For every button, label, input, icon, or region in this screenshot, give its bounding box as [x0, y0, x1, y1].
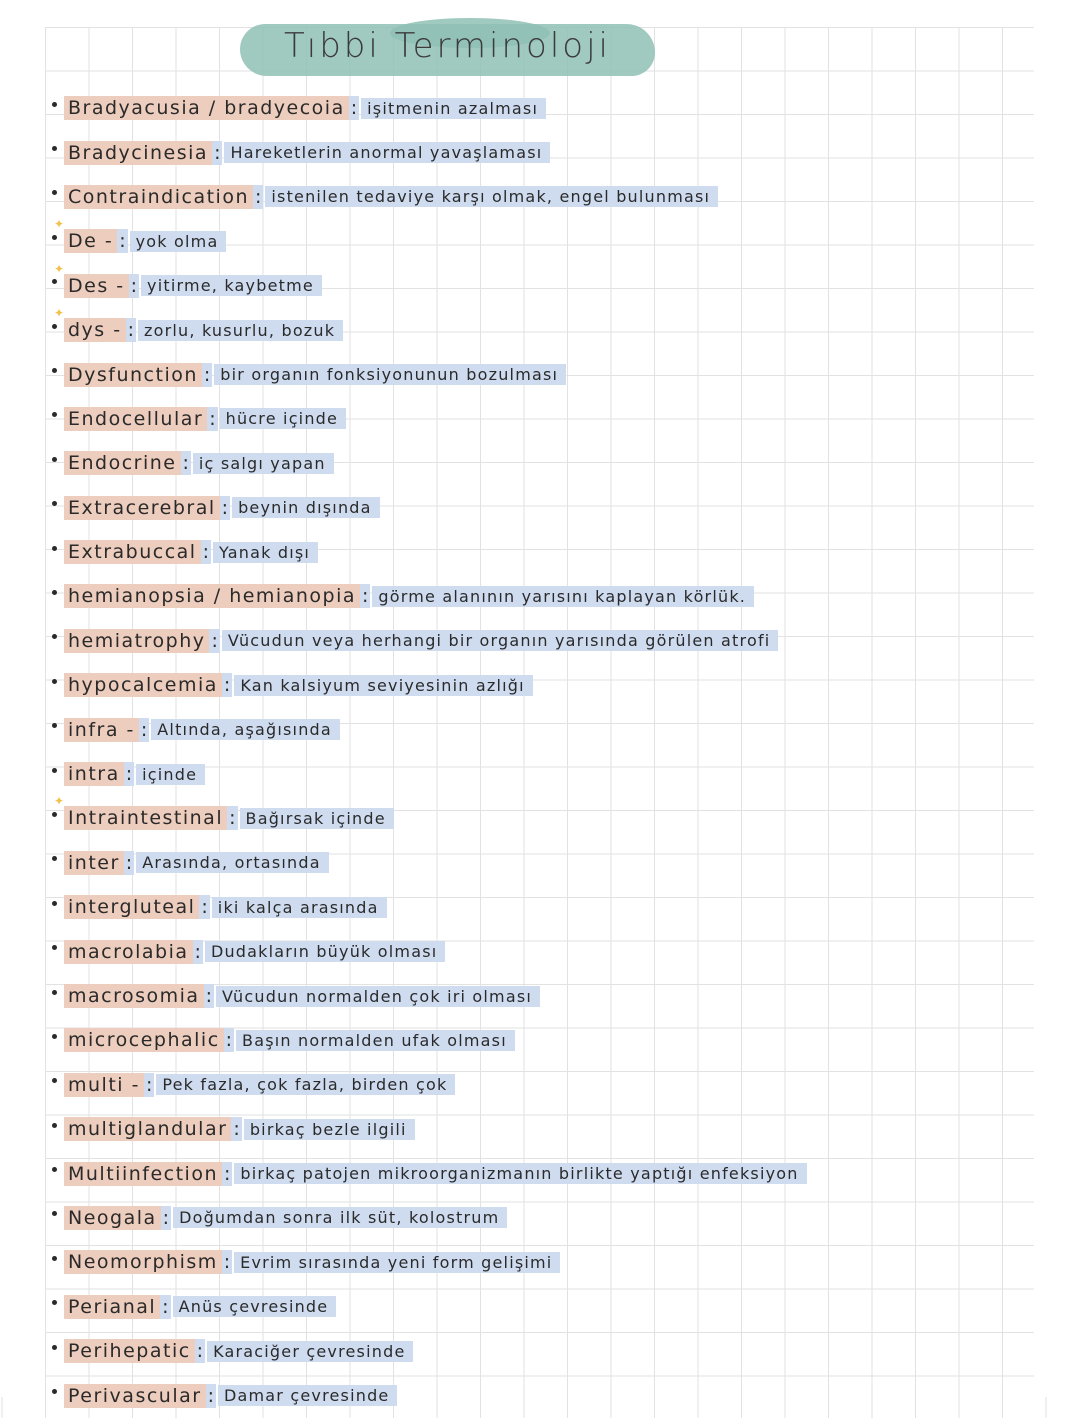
- term-entry: [52, 1063, 952, 1107]
- term-entry: [52, 1151, 952, 1195]
- colon: :: [223, 1251, 231, 1274]
- term: Endocrine: [64, 451, 181, 475]
- colon: :: [162, 1295, 169, 1318]
- bullet: [52, 546, 57, 551]
- colon: :: [233, 1118, 240, 1141]
- colon: :: [125, 763, 133, 786]
- bullet: [52, 1389, 57, 1394]
- term-entry: [52, 441, 952, 485]
- term-entry: [52, 752, 952, 796]
- bullet: [52, 501, 57, 506]
- bullet: [52, 1256, 57, 1261]
- definition: görme alanının yarısını kaplayan körlük.: [372, 586, 754, 607]
- bullet: [52, 634, 57, 639]
- colon: :: [221, 496, 229, 519]
- definition: Altında, aşağısında: [151, 719, 340, 740]
- term-entry: [52, 974, 952, 1018]
- colon: :: [127, 319, 135, 342]
- definition: Başın normalden ufak olması: [236, 1030, 515, 1051]
- term: Bradyacusia / bradyecoia: [64, 96, 349, 120]
- term: microcephalic: [64, 1028, 224, 1052]
- term: Endocellular: [64, 407, 207, 431]
- bullet: [52, 1211, 57, 1216]
- term-entry: [52, 305, 952, 352]
- colon: :: [140, 718, 148, 741]
- term: Contraindication: [64, 185, 253, 209]
- definition: Arasında, ortasında: [136, 852, 329, 873]
- term-entry: [52, 619, 952, 663]
- bullet: [52, 768, 57, 773]
- term-entry: [52, 929, 952, 973]
- star-icon: ✦: [54, 305, 65, 320]
- bullet: [52, 1167, 57, 1172]
- term-entry: [52, 219, 952, 263]
- term-entry: [52, 1018, 952, 1062]
- term: Bradycinesia: [64, 141, 212, 165]
- definition: Vücudun normalden çok iri olması: [216, 986, 540, 1007]
- definition: Yanak dışı: [213, 542, 318, 563]
- term: De -: [64, 229, 117, 253]
- colon: :: [119, 230, 126, 253]
- colon: :: [362, 585, 369, 608]
- bullet: [52, 190, 57, 195]
- colon: :: [194, 940, 201, 963]
- bullet: [52, 324, 57, 329]
- definition: Pek fazla, çok fazla, birden çok: [156, 1074, 455, 1095]
- term: multi -: [64, 1073, 144, 1097]
- term-entry: [52, 175, 952, 219]
- definition: yitirme, kaybetme: [141, 275, 322, 296]
- term-entry: [52, 352, 952, 396]
- colon: :: [207, 1384, 214, 1407]
- definition: birkaç patojen mikroorganizmanın birlikte yaptığı enfeksiyon: [234, 1163, 806, 1184]
- definition: iki kalça arasında: [212, 897, 387, 918]
- term-entry: [52, 1373, 952, 1417]
- term: intra: [64, 762, 124, 786]
- term: hemianopsia / hemianopia: [64, 584, 360, 608]
- colon: :: [203, 363, 211, 386]
- term: Extracerebral: [64, 496, 220, 520]
- colon: :: [130, 274, 138, 297]
- page-title: Tıbbi Terminoloji: [284, 26, 611, 66]
- term-entry: [52, 397, 952, 441]
- term: macrolabia: [64, 940, 193, 964]
- bullet: [52, 1078, 57, 1083]
- definition: Doğumdan sonra ilk süt, kolostrum: [173, 1207, 507, 1228]
- term: intergluteal: [64, 895, 199, 919]
- bullet: [52, 1300, 57, 1305]
- colon: :: [205, 985, 212, 1007]
- term-entry: [52, 707, 952, 751]
- term-entry: [52, 86, 952, 130]
- bullet: [52, 1345, 57, 1350]
- definition: beynin dışında: [232, 497, 380, 518]
- bullet: [52, 1123, 57, 1128]
- term: Perihepatic: [64, 1339, 195, 1363]
- definition: zorlu, kusurlu, bozuk: [138, 320, 343, 341]
- term: dys -: [64, 318, 126, 342]
- colon: :: [223, 1162, 231, 1185]
- definition: Vücudun veya herhangi bir organın yarısında görülen atrofi: [222, 630, 779, 651]
- term-entry: [52, 796, 952, 840]
- definition: Damar çevresinde: [218, 1385, 397, 1406]
- term-entry: [52, 130, 952, 174]
- term: macrosomia: [64, 984, 204, 1008]
- definition: Karaciğer çevresinde: [207, 1341, 413, 1362]
- bullet: [52, 723, 57, 728]
- term: Perianal: [64, 1295, 160, 1319]
- bullet: [52, 146, 57, 151]
- colon: :: [223, 674, 231, 697]
- term: inter: [64, 851, 124, 875]
- bullet: [52, 279, 57, 284]
- term: Dysfunction: [64, 363, 202, 387]
- term-entry: [52, 574, 952, 618]
- bullet: [52, 235, 57, 240]
- term: multiglandular: [64, 1117, 231, 1141]
- bullet: [52, 679, 57, 684]
- bullet: [52, 945, 57, 950]
- definition: içinde: [136, 764, 205, 785]
- colon: :: [254, 185, 262, 208]
- colon: :: [211, 629, 218, 652]
- term: Neomorphism: [64, 1250, 222, 1274]
- term-entry: [52, 486, 952, 530]
- term: Intraintestinal: [64, 806, 227, 830]
- definition: bir organın fonksiyonunun bozulması: [214, 364, 566, 385]
- colon: :: [229, 807, 236, 830]
- bullet: [52, 102, 57, 107]
- bullet: [52, 812, 57, 817]
- page-right-margin: [1034, 0, 1080, 1397]
- term: Des -: [64, 274, 129, 298]
- term: Extrabuccal: [64, 540, 201, 564]
- term-entry: [52, 1285, 952, 1329]
- term-entry: [52, 1107, 952, 1151]
- definition: yok olma: [130, 231, 227, 252]
- definition: Dudakların büyük olması: [205, 941, 445, 962]
- definition: Evrim sırasında yeni form gelişimi: [234, 1252, 560, 1273]
- term: Perivascular: [64, 1384, 206, 1408]
- term: Neogala: [64, 1206, 161, 1230]
- definition: Bağırsak içinde: [240, 808, 394, 829]
- page-left-margin: [0, 0, 45, 1397]
- term-entry: [52, 1196, 952, 1240]
- bullet: [52, 990, 57, 995]
- star-icon: ✦: [54, 217, 65, 232]
- title-highlight: [240, 18, 655, 82]
- definition: iç salgı yapan: [193, 453, 334, 474]
- definition: hücre içinde: [220, 408, 346, 429]
- colon: :: [202, 541, 209, 564]
- bullet: [52, 412, 57, 417]
- bullet: [52, 457, 57, 462]
- star-icon: ✦: [54, 794, 65, 809]
- term-entry: [52, 663, 952, 707]
- colon: :: [125, 851, 133, 874]
- bullet: [52, 1034, 57, 1039]
- colon: :: [145, 1073, 153, 1096]
- term-entry: [52, 885, 952, 929]
- colon: :: [201, 896, 208, 919]
- star-icon: ✦: [54, 261, 65, 276]
- bullet: [52, 901, 57, 906]
- term: hemiatrophy: [64, 629, 209, 653]
- bullet: [52, 856, 57, 861]
- definition: işitmenin azalması: [361, 98, 546, 119]
- term-entry: [52, 530, 952, 574]
- colon: :: [196, 1340, 204, 1363]
- term-entry: [52, 261, 952, 308]
- term-entry: [52, 841, 952, 885]
- colon: :: [225, 1029, 233, 1052]
- term: Multiinfection: [64, 1162, 222, 1186]
- colon: :: [209, 407, 216, 430]
- definition: Kan kalsiyum seviyesinin azlığı: [234, 675, 532, 696]
- definition: birkaç bezle ilgili: [244, 1119, 415, 1140]
- definition: Hareketlerin anormal yavaşlaması: [224, 142, 550, 163]
- colon: :: [182, 452, 189, 475]
- definition: istenilen tedaviye karşı olmak, engel bulunması: [265, 186, 718, 207]
- term-list: [52, 86, 952, 1418]
- colon: :: [214, 141, 221, 164]
- term: infra -: [64, 718, 139, 742]
- colon: :: [162, 1206, 170, 1229]
- colon: :: [350, 97, 358, 120]
- definition: Anüs çevresinde: [173, 1296, 337, 1317]
- term: hypocalcemia: [64, 673, 222, 697]
- bullet: [52, 368, 57, 373]
- term-entry: [52, 1329, 952, 1373]
- bullet: [52, 590, 57, 595]
- term-entry: [52, 1240, 952, 1284]
